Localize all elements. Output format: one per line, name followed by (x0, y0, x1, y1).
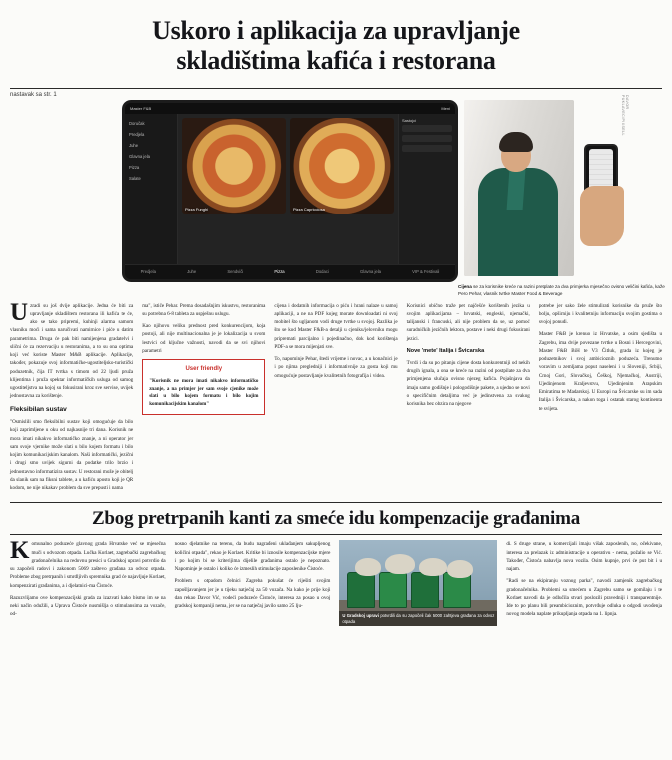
garbage-bag (419, 558, 447, 576)
media-row (122, 94, 662, 282)
article1-c4-p1: Korisnici obično traže pet najčešće korištenih jezika u svojim aplikacijama – hrvatski, engleski, njemački, talijanski i francuski, ali nije problem da se, uz pomoć suradničkih jezičnih lektora, postave i neki drugi fokusirani jezici. (406, 302, 530, 342)
waste-bin (379, 572, 407, 608)
article2-bottom-divider (10, 534, 662, 535)
tablet-topbar (125, 103, 455, 114)
tablet-app-title: Master F&B (130, 105, 152, 111)
article1-c2-p1: ma", ističe Pehar. Prema dosadašnjim iskustvu, restoranima su potrebna 6-8 tableta za uspješnu uslugu. (142, 302, 266, 317)
tablet-detail-chip (402, 135, 452, 142)
article2-column-3 (339, 540, 497, 628)
article1-subhead-1: Fleksibilan sustav (10, 405, 67, 413)
article2-caption-lead: U Gradskoj upravi (342, 613, 379, 619)
tablet-nav-item: Juhe (129, 142, 139, 148)
article1-columns (0, 298, 672, 497)
tablet-tab: Dodaci (315, 269, 329, 275)
garbage-bag (355, 558, 381, 576)
tablet-nav-item: Doručak (129, 120, 145, 126)
tablet-content (125, 114, 455, 265)
caption-lead: Cijena (458, 283, 472, 289)
article2-photo (339, 540, 497, 626)
headline-divider (10, 88, 662, 89)
article2-columns (0, 537, 672, 628)
tablet-main-panel (178, 114, 398, 265)
article1-subhead-2: Nove 'mete' Italija i Švicarska (406, 347, 485, 354)
tablet-tab-active: Pizza (274, 269, 285, 275)
tablet-nav-item: Predjela (129, 131, 145, 137)
article2-photo-caption (339, 611, 497, 626)
article2-caption-text: potvrdili da su započeli čak 5000 zahtjeva građana za odvoz otpada (342, 613, 495, 624)
headline-line-1: Uskoro i aplikacija za upravljanje (152, 16, 520, 45)
article1-c4-p2: Tvrdi i da su po pitanju cijene dosta konkurentniji od nekih drugih ignala, a ona se kreće na razini od postpilate za dva primjenjena slučaja ovisno njezeg kafića. Pojašnjava da imaju samo godišnje i pologodišnje pakete, a ujedno se novi o specifičnim detaljima već je jedinstvena za svakog korisnika bez obzira na njegove (406, 359, 530, 408)
tablet-side-nav (125, 114, 178, 265)
food-photo (182, 118, 286, 214)
food-grid (182, 118, 394, 214)
article1-c3-p2: To, napominje Pehar, štedi vrijeme i novac, a u konačnici je i po njima pregledniji i informativnije za gosta koji mu omogućuje postavljanje kvalitetnih fotografija i videa. (274, 356, 398, 379)
garbage-bag (447, 560, 473, 578)
photo-subject-hair (499, 132, 533, 152)
tablet-tab: Predjela (140, 269, 156, 275)
article1-column-1 (10, 298, 134, 497)
article2-c2-p2: Problem s otpadom čelnici Zagreba pokušat će riješiti svojim zapošljavanjem jer je u tijeku natječaj za 50 vozača. Na kako je prije koji dan rekao Davor Vić, vodeći poduzeće Čistoće, interesa za posao u ovoj gradskoj kompaniji nema, jer se na natječaj javilo samo 25 lju- (174, 578, 331, 610)
article1-column-2 (142, 302, 265, 497)
pull-quote-title: User friendly (185, 366, 223, 373)
pull-quote-body: "Korisnik ne mora imati nikakvo informatičko znanje, a na primjer jer sam svoje cjenike može slati u bilo kojem formatu i bilo kojim komunikacijskim kanalom" (149, 378, 259, 408)
article1-photo-caption (458, 284, 668, 298)
article1-kicker: nastavak sa str. 1 (10, 91, 57, 98)
tablet-tabbar (125, 264, 455, 279)
article2-column-2 (175, 540, 331, 628)
food-photo-label: Pizza Funghi (185, 206, 209, 212)
tablet-tab: Glavna jela (360, 269, 381, 275)
food-photo (290, 118, 394, 214)
article2-c2-p1: nosno djelatnike na terenu, da budu nagrađeni uklađanjem sakupljenog količini otpada", rekao je Korlaet. Kritike bi iznosile kompenzacijske mjere i po kojim bi se kriterijima dijelile građanima ostalo je nepoznato. Napominje je ostalo i koliko će izmeslih stimulacije zaposlenike Čistoće. (174, 541, 331, 573)
article1-c5-p2: Master F&B je krenuo iz Hrvatske, a osim sjedišta u Zagrebu, ima dvije povezane tvrtke u Bosni i Hercegovini, Master F&B BiH te V3 Čitluk, grada iz kojeg je poduzetnikov i svoj ambicioznih poduzeća. Trenutno voravim u zemljama poput naseleni i u Sloveniji, Srbiji, Crnoj Gori, Slovačkoj, Češkoj, Njemačkoj, Austriji, Ujedinjenom Kraljevstvu, Ujedinjenim Arapskim Emiratima te Madarskoj. U Europi na Švicarske su im sada Italija i Švicarska, a nakon toga i ostatak starog kontinenta te svijeta. (538, 331, 663, 412)
tablet-detail-chip (402, 125, 452, 132)
article2-c1-p1: Komunalno poduzeće glavnog grada Hrvatske već se mjesečna muči s odvozom otpada. Lučka Korlaet, zagrebački zagrebačkog gradonačelnika na redovnu presici u Gradskoj upravi potvrdio da su započeli radovi i zakonom 5069 zaštevo građana za odvoz otpada. Probleme zbog pretrpanih i smrdljivih spremnika grad će najavljuje Korlaet, kompenzirati građanima, a i djelatnici-ma Čistoće. (10, 537, 166, 589)
tablet-menu-label: Meni (441, 105, 450, 111)
food-photo-label: Pizza Capricciosa (293, 206, 325, 212)
article2-headline: Zbog pretrpanih kanti za smeće idu kompenzacije građanima (91, 508, 581, 530)
waste-bin (347, 572, 375, 608)
article1-headline (0, 0, 672, 80)
tablet-tab: Juhe (187, 269, 197, 275)
tablet-nav-item: Salate (129, 175, 141, 181)
tablet-mockup (122, 100, 458, 282)
tablet-tab: Sendviči (227, 269, 244, 275)
tablet-detail-panel (398, 114, 455, 265)
tablet-nav-item: Pizza (129, 164, 140, 170)
article2-c3-p1: di. S druge strane, u komercijali imaju višak zaposlenih, no, očekivane, interesa za prelazak iz administracije u operativu - nema, požalio se Vić. Također, Čistoća nabavlja nova vozila. Osim kupnje, prvi će put bit i u najam. (506, 541, 663, 573)
tablet-tab: VIP & Festivali (412, 269, 440, 275)
article1-column-4 (407, 302, 530, 497)
article1-c2-p2: Kao njihovu veliku prednost pred konkurencijom, koja postoji, ali nije multinacionalna je je lokalizacija u svom lestvici od ključne važnosti, navodi da se svi njihovi parametri (142, 323, 266, 354)
tablet-detail-chip (402, 145, 452, 152)
tablet-detail-label: Sastojci (402, 117, 417, 123)
article1-c5-p1: potrebe jer sako žele stimulirati korisnike da pruže što bolju, opširniju i kvalitetniju informaciju svojim gostima o svojoj ponudi. (538, 302, 663, 326)
photo-credit: DAVOR PUKLAVEC/PIXSELL (621, 94, 629, 136)
waste-bin (411, 572, 439, 608)
hand (580, 186, 624, 246)
article1-c1-p1: Uzradi su još dvije aplikacije. Jedna će biti za upravljanje skladištem restorana ili kafića te će, ako se tako pripremi, kuhinji alarma samom vlasniku moći i sama naručivati namirnice i piće u datim parametrima. Druga će pak biti namijenjena gradatelvi i slični će za rezervaciju u restoranima, a to su ona optima koji već koriste Master M&B aplikacije. Aplikacije, također, pokazuje svoj informatičke-ugostiteljsko-turistički poduzetnik, čija IT tvrtka s timom od 22 ljudi pruža klijentima i pruža spektar informatičkih usluga od samog ugostiteljstva na kojoj su fokusirani kroz sve servise, uvijek jednostavna za korištenje. (10, 298, 134, 400)
article1-c3-p1: cijena i dodatnih informacija o piću i hrani nalaze u samoj aplikaciji, a ne na PDF kojeg morate downloadati ni svoj mobitel što ugljanom vodi druge tvrtke u svojoj. Razlika je što se kod Master F&B-a detalji u cjeniku/jelovniku mogu pripremati parcijalno i pojedinačno, dok kod korištenja PDF-a se mora mijenjati sve. (274, 302, 398, 350)
portrait-photo (464, 100, 574, 276)
tablet-nav-item: Glavna jela (129, 153, 150, 159)
article1-c1-p2: "Osmislili smo fleksibilni sustav koji omogućuje da bilo koji zaprimljene u oku od najkasnije tri dana. Korisnik ne mora imati nikakvo informatičko znanje, a ni operator jer sam svoje vjernike može slati u bilo kojem formatu i bilo kojim komunikacijskim kanalom. Naši informatički, jezični i drugi smo uvijek sigurni da podatke trilo brzio i jednostavno informatizira sustav. U restorani može je obitelj da slanik sam na fiksni tablete, a u kafiću aposto koji je QR kodom, ne nije nikakav problem da sve prepusti i nama (10, 419, 134, 492)
article1-column-3 (274, 302, 397, 497)
article2-c3-p2: "Radi se na ekipiranju voznog parka", navodi zamjenik zagrebačkog gradonačelnika. Problemi sa smećem u Zagrebu samo se gomilaju i te Korlaet navodi da je odlučila stvari poslozili pravedniji i transparentnije. Ide to po planu bili preambicioznim, potvrđuje odluka o odgodi uvođenja novog modela naplate prikupljanja otpada na 1. lipnja. (506, 578, 663, 618)
photo-subject-shirt (507, 170, 526, 210)
phone-in-hand (580, 94, 629, 276)
article2-column-4 (506, 540, 662, 628)
headline-line-2: skladištima kafića i restorana (176, 45, 496, 75)
article2-c1-p2: Razuzvlijamo ove kompenzacijski grada za izazvati kako bismo im se na neki način odužili, a Uprava Čistoće nusmišlja o stimulansima za vozače, od- (10, 594, 166, 618)
garbage-bag (385, 554, 415, 574)
caption-text: se za korisnike kreće na razini pretplate za dva primjerka mjesečno ovisno veličini kafića, kaže Pero Pehar, vlasnik tvrtke Master Food & Beverage (458, 283, 665, 296)
article1-column-5 (539, 302, 662, 497)
article2-column-1 (10, 537, 166, 628)
pull-quote (142, 359, 265, 415)
